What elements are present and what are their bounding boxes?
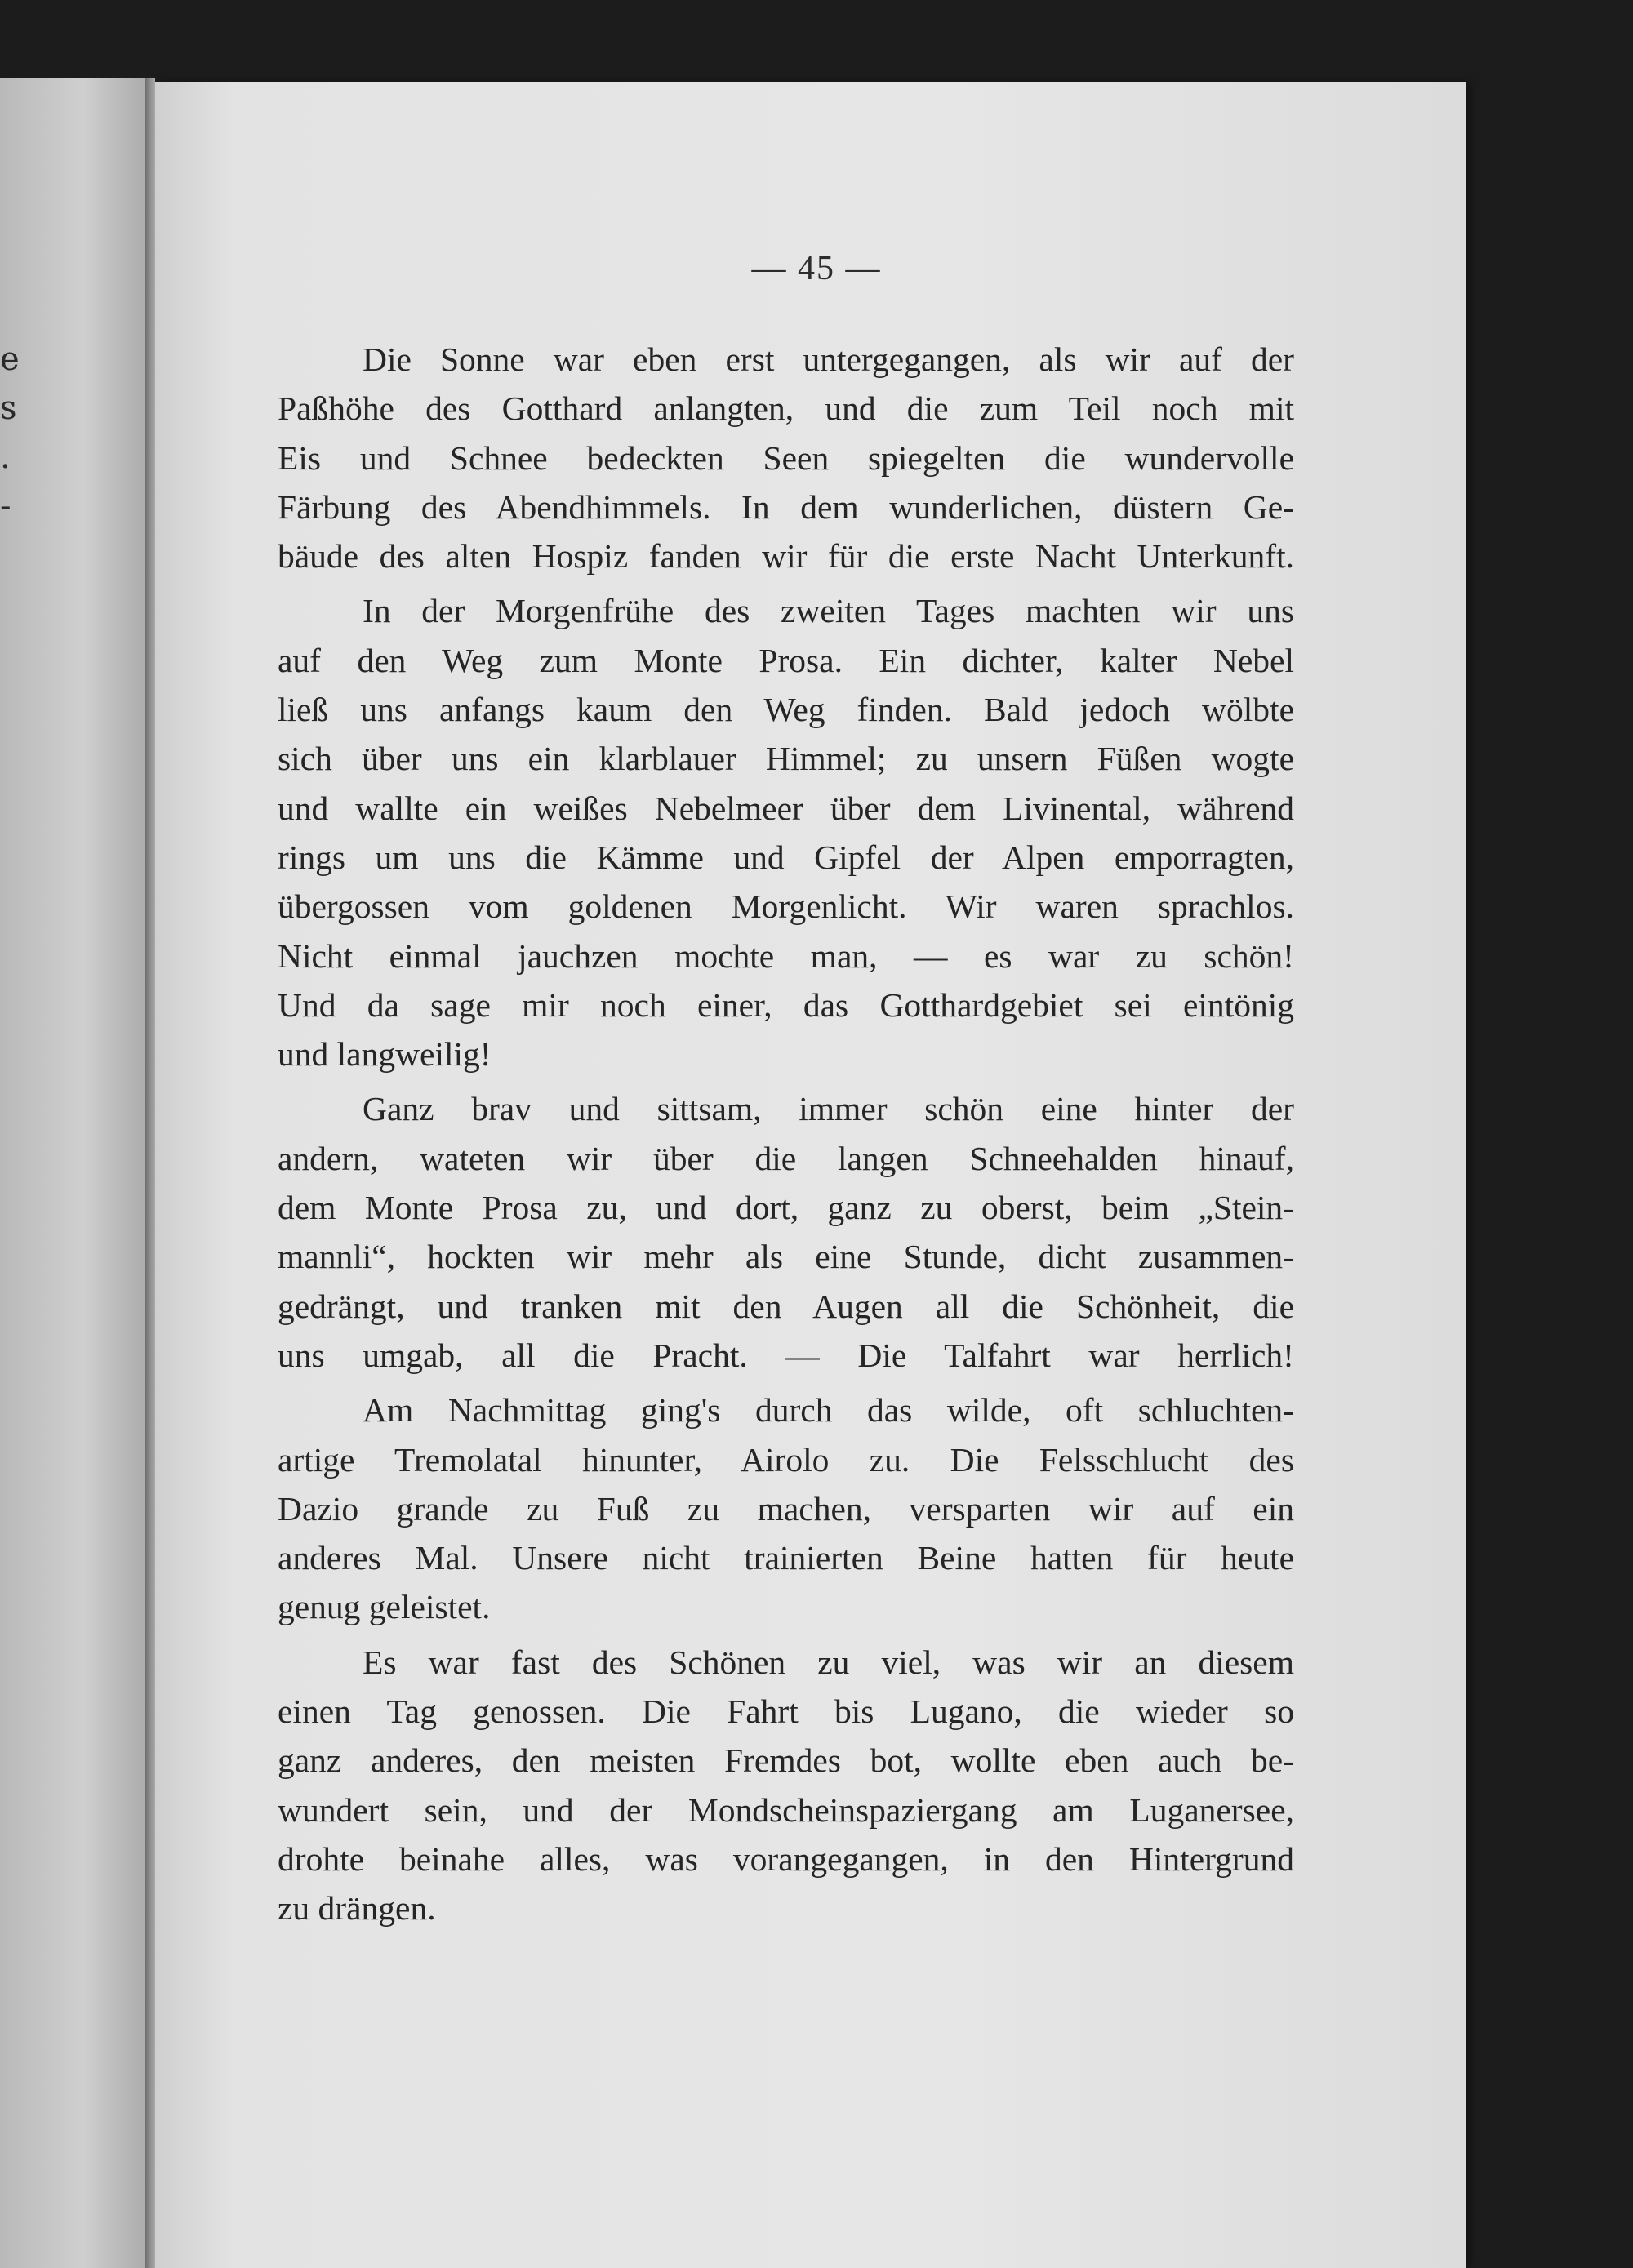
text-line: Ganz brav und sittsam, immer schön eine hinter der [363,1090,1294,1128]
text-line: einen Tag genossen. Die Fahrt bis Lugano, die wieder so [278,1692,1294,1731]
text-line: zu drängen. [278,1889,436,1928]
text-line: mannli“, hockten wir mehr als eine Stunde, dicht zusammen- [278,1238,1294,1276]
text-line: Am Nachmittag ging's durch das wilde, oft schluchten- [363,1391,1294,1430]
text-line: und langweilig! [278,1035,492,1074]
text-line: drohte beinahe alles, was vorangegangen, in den Hintergrund [278,1839,1294,1878]
edge-char: s [0,389,17,427]
text-line: Die Sonne war eben erst untergegangen, als wir auf der [363,340,1294,378]
text-line: Und da sage mir noch einer, das Gotthardgebiet sei eintönig [278,985,1294,1024]
text-line: ließ uns anfangs kaum den Weg finden. Bald jedoch wölbte [278,691,1294,729]
text-line: Paßhöhe des Gotthard anlangten, und die zum Teil noch mit [278,389,1294,428]
text-line: dem Monte Prosa zu, und dort, ganz zu oberst, beim „Stein- [278,1189,1294,1227]
text-line: Eis und Schnee bedeckten Seen spiegelten die wundervolle [278,438,1294,477]
text-line: artige Tremolatal hinunter, Airolo zu. Die Felsschlucht des [278,1440,1294,1479]
text-line: In der Morgenfrühe des zweiten Tages machten wir uns [363,592,1294,630]
book-gutter [145,78,155,2268]
text-line: Dazio grande zu Fuß zu machen, versparten wir auf ein [278,1489,1294,1528]
page-number: — 45 — [751,250,882,287]
edge-char: - [0,487,11,525]
text-line: sich über uns ein klarblauer Himmel; zu unsern Füßen wogte [278,740,1294,778]
text-line: gedrängt, und tranken mit den Augen all die Schönheit, die [278,1287,1294,1325]
left-page-edge [0,78,151,2268]
text-line: rings um uns die Kämme und Gipfel der Alpen emporragten, [278,838,1294,876]
text-line: Es war fast des Schönen zu viel, was wir an diesem [363,1643,1294,1681]
text-line: Färbung des Abendhimmels. In dem wunderlichen, düstern Ge- [278,487,1294,526]
text-line: uns umgab, all die Pracht. — Die Talfahrt war herrlich! [278,1336,1294,1374]
text-line: anderes Mal. Unsere nicht trainierten Beine hatten für heute [278,1539,1294,1577]
edge-char: e [0,340,20,378]
body-text [278,335,1294,1933]
text-line: genug geleistet. [278,1588,491,1626]
text-line: auf den Weg zum Monte Prosa. Ein dichter, kalter Nebel [278,641,1294,679]
text-line: bäude des alten Hospiz fanden wir für die erste Nacht Unterkunft. [278,537,1294,576]
text-line: Nicht einmal jauchzen mochte man, — es war zu schön! [278,936,1294,975]
text-line: übergossen vom goldenen Morgenlicht. Wir waren sprachlos. [278,887,1294,926]
text-line: und wallte ein weißes Nebelmeer über dem Livinental, während [278,789,1294,827]
text-line: andern, wateten wir über die langen Schneehalden hinauf, [278,1139,1294,1177]
text-line: wundert sein, und der Mondscheinspaziergang am Luganersee, [278,1790,1294,1829]
edge-char: . [0,438,11,476]
text-line: ganz anderes, den meisten Fremdes bot, wollte eben auch be- [278,1741,1294,1780]
